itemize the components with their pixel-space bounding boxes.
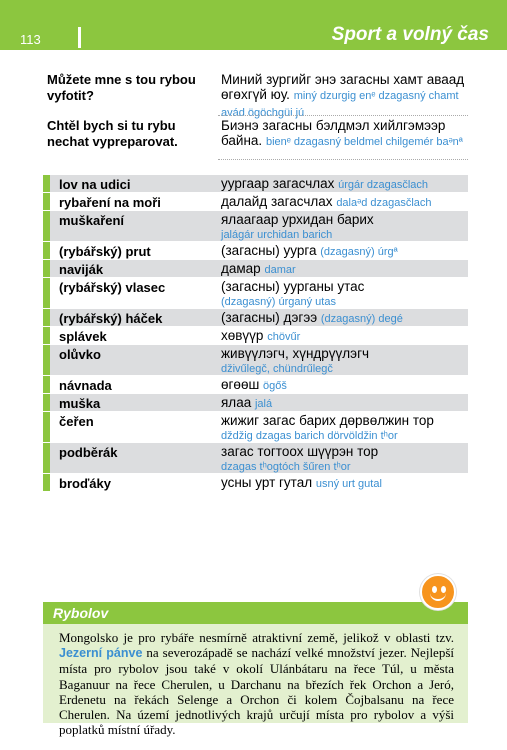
phrase-mongolian: Миний зургийг энэ загасны хамт аваад өгөхгүй юу. miný dzurgig enᵉ dzagasný chamt avád ögöchgüi jú bbox=[221, 72, 465, 119]
vocab-row: lov na udici уургаар загасчлах úrgár dzagasčlach bbox=[43, 175, 468, 192]
info-box-title: Rybolov bbox=[53, 605, 109, 621]
phrase-2 bbox=[43, 118, 468, 160]
vocab-row: podběrák загас тогтоох шүүрэн тор dzagas tʰogtóch šűren tʰor bbox=[43, 443, 468, 473]
info-box-header bbox=[43, 602, 468, 624]
phrase-czech: Chtěl bych si tu rybu nechat vypreparovat. bbox=[47, 118, 178, 149]
vocab-row: naviják дамар damar bbox=[43, 260, 468, 277]
smiley-icon bbox=[420, 574, 456, 610]
phrase-mongolian: Биэнэ загасны бэлдмэл хийлгэмээр байна. bienᵉ dzagasný beldmel chilgemér baᵊnª bbox=[221, 118, 463, 148]
phrase-czech: Můžete mne s tou rybou vyfotit? bbox=[47, 72, 196, 103]
vocab-row: rybaření na moři далайд загасчлах dalaᵊd dzagasčlach bbox=[43, 193, 468, 210]
vocab-row: návnada өгөөш ögőš bbox=[43, 376, 468, 393]
vocab-row: čeřen жижиг загас барих дөрвөлжин тор dždžig dzagas barich dörvöldžin tʰor bbox=[43, 412, 468, 442]
page-number: 113 bbox=[20, 32, 41, 47]
vocab-row: broďáky усны урт гутал usný urt gutal bbox=[43, 474, 468, 491]
info-keyword: Jezerní pánve bbox=[59, 646, 143, 661]
phrase-1 bbox=[43, 72, 468, 119]
phrase-transcription: bienᵉ dzagasný beldmel chilgemér baᵊnª bbox=[265, 136, 463, 148]
dotted-divider bbox=[218, 159, 468, 160]
vocab-row: muškaření ялаагаар урхидан барих jalágár urchidan barich bbox=[43, 211, 468, 241]
vocab-table bbox=[43, 175, 468, 492]
header-divider bbox=[78, 27, 81, 48]
info-box-text: Mongolsko je pro rybáře nesmírně atraktivní země, jelikož v oblasti tzv. Jezerní pánve na severozápadě se nachází velké množství jezer. Nejlepší místa pro rybolov jsou také v okolí Ulánbátaru na řece Túl, u města Baganuur na řece Cherulen, u Darchanu na březích řek Orchon a Jeró, Erdenetu na řekách Selenge a Orchon či kolem Čojbalsanu na řece Cherulen. Na území jednotlivých krajů určují místa pro rybolov a výši poplatků místní úřady. bbox=[59, 630, 454, 738]
info-box bbox=[43, 624, 468, 738]
vocab-row: splávek хөвүүр chövűr bbox=[43, 327, 468, 344]
section-title: Sport a volný čas bbox=[331, 24, 489, 45]
vocab-row: (rybářský) háček (загасны) дэгээ (dzagasný) degé bbox=[43, 309, 468, 326]
page-header bbox=[0, 0, 507, 50]
dotted-divider bbox=[218, 115, 468, 116]
vocab-row: (rybářský) prut (загасны) уурга (dzagasný) úrgª bbox=[43, 242, 468, 259]
phrase-transcription: miný dzurgig enᵉ dzagasný chamt avád ögöchgüi jú bbox=[221, 90, 459, 119]
vocab-row: (rybářský) vlasec (загасны) уурганы утас (dzagasný) úrganý utas bbox=[43, 278, 468, 308]
vocab-row: olůvko живүүлэгч, хүндрүүлэгч dživűlegč, chündrűlegč bbox=[43, 345, 468, 375]
vocab-row: muška ялаа jalá bbox=[43, 394, 468, 411]
